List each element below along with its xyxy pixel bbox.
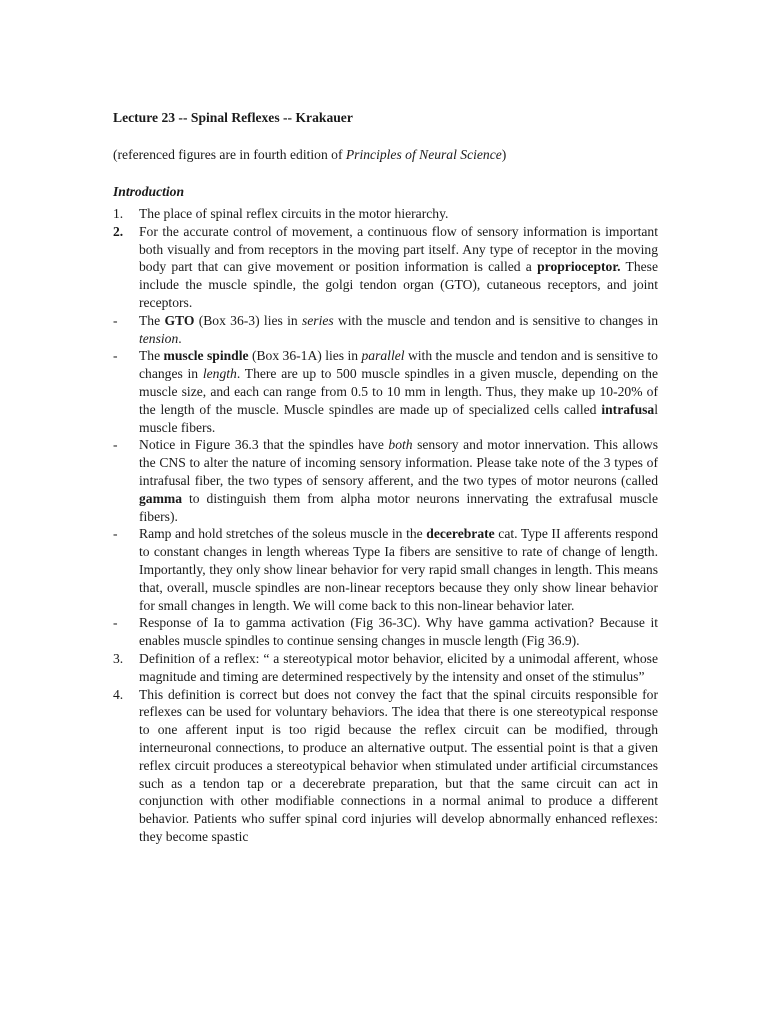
outline-item (113, 347, 658, 436)
item-marker: - (113, 526, 118, 542)
book-title: Principles of Neural Science (345, 147, 502, 162)
reference-note (113, 146, 506, 164)
outline-item (113, 525, 658, 614)
item-text: Definition of a reflex: “ a stereotypical motor behavior, elicited by a unimodal afferent, whose magnitude and timing are determined respectively by the intensity and onset of the stimulus” (139, 650, 658, 684)
item-marker: - (113, 312, 118, 328)
outline-item (113, 614, 658, 650)
outline-item (113, 436, 658, 525)
reference-suffix: ) (501, 147, 507, 162)
section-heading: Introduction (113, 184, 185, 199)
outline-item (113, 686, 658, 846)
item-marker: 4. (113, 686, 124, 702)
item-text: The muscle spindle (Box 36-1A) lies in parallel with the muscle and tendon and is sensitive to changes in length. There are up to 500 muscle spindles in a given muscle, depending on the muscle size, and each can range from 0.5 to 10 mm in length. Thus, they make up 10-20% of the length of the muscle. Muscle spindles are made up of specialized cells called intrafusal muscle fibers. (139, 348, 658, 435)
outline-item (113, 205, 658, 223)
item-marker: - (113, 348, 118, 364)
item-marker: - (113, 615, 118, 631)
item-text: For the accurate control of movement, a continuous flow of sensory information is important both visually and from receptors in the moving part itself. Any type of receptor in the moving body part that can give movement or position information is called a proprioceptor. These include the muscle spindle, the golgi tendon organ (GTO), cutaneous receptors, and joint receptors. (139, 223, 658, 310)
reference-prefix: (referenced figures are in fourth edition of (113, 147, 346, 162)
item-text: Ramp and hold stretches of the soleus muscle in the decerebrate cat. Type II afferents respond to constant changes in length whereas Type Ia fibers are sensitive to rate of change of length. Importantly, they only show linear behavior for very rapid small changes in length. This means that, overall, muscle spindles are non-linear receptors because they only show linear behavior for small changes in length. We will come back to this non-linear behavior later. (139, 526, 658, 613)
item-text: The place of spinal reflex circuits in the motor hierarchy. (139, 206, 449, 221)
item-marker: 2. (113, 223, 124, 239)
item-marker: - (113, 437, 118, 453)
item-text: This definition is correct but does not convey the fact that the spinal circuits responsible for reflexes can be used for voluntary behaviors. The idea that there is one stereotypical response to one afferent input is too rigid because the reflex circuit can be modified, through interneuronal connections, to produce an alternative output. The essential point is that a given reflex circuit produces a stereotypical behavior when stimulated under artificial circumstances such as a tendon tap or a decerebrate preparation, but that the same circuit can act in conjunction with other modifiable connections in a normal animal to produce a different behavior. Patients who suffer spinal cord injuries will develop abnormally enhanced reflexes: they become spastic (139, 686, 658, 844)
item-marker: 3. (113, 650, 124, 666)
item-marker: 1. (113, 206, 124, 221)
item-text: Notice in Figure 36.3 that the spindles have both sensory and motor innervation. This allows the CNS to alter the nature of incoming sensory information. Please take note of the 3 types of intrafusal fiber, the two types of sensory afferent, and the two types of motor neurons (called gamma to distinguish them from alpha motor neurons innervating the extrafusal muscle fibers). (139, 437, 658, 524)
outline-item (113, 223, 658, 312)
outline-list (113, 205, 658, 846)
item-text: The GTO (Box 36-3) lies in series with the muscle and tendon and is sensitive to changes in tension. (139, 312, 658, 346)
item-text: Response of Ia to gamma activation (Fig 36-3C). Why have gamma activation? Because it enables muscle spindles to continue sensing changes in muscle length (Fig 36.9). (139, 615, 658, 649)
outline-item (113, 650, 658, 686)
outline-item (113, 312, 658, 348)
lecture-title: Lecture 23 -- Spinal Reflexes -- Krakauer (113, 110, 353, 125)
